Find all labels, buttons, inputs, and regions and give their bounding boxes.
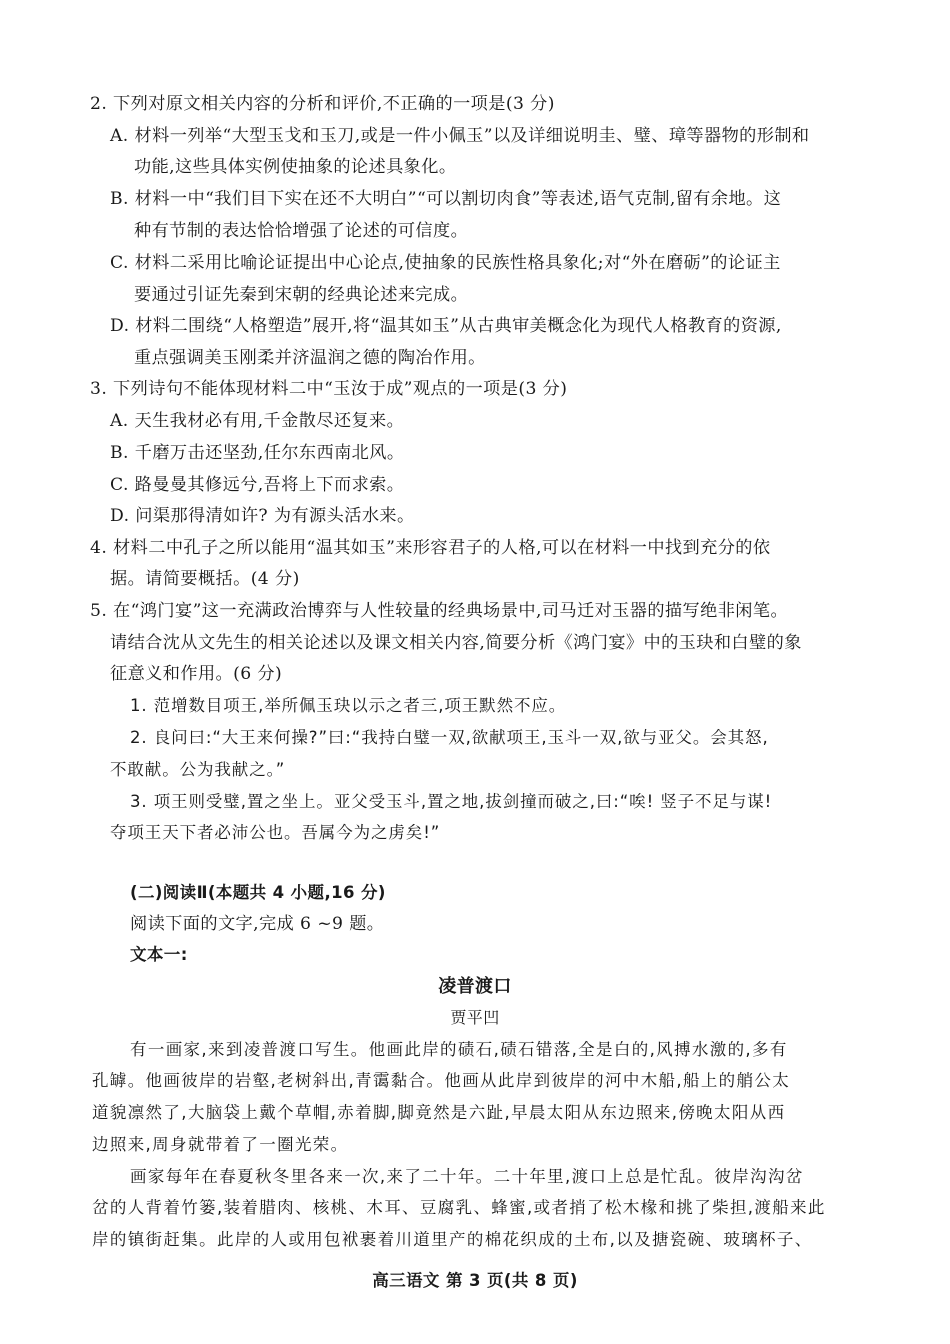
question-2-option-a: A. 材料一列举“大型玉戈和玉刀,或是一件小佩玉”以及详细说明圭、璧、璋等器物的形制和 bbox=[110, 126, 810, 146]
excerpt-3: 3. 项王则受璧,置之坐上。亚父受玉斗,置之地,拔剑撞而破之,曰:“唉! 竖子不足与谋! bbox=[130, 792, 773, 811]
excerpt-1: 1. 范增数目项王,举所佩玉玦以示之者三,项王默然不应。 bbox=[130, 696, 567, 715]
question-3-option-d: D. 问渠那得清如许? 为有源头活水来。 bbox=[110, 506, 415, 526]
text-one-label: 文本一: bbox=[130, 945, 188, 964]
paragraph-2-line-2: 岔的人背着竹篓,装着腊肉、核桃、木耳、豆腐乳、蜂蜜,或者捎了松木椽和挑了柴担,渡船来此 bbox=[92, 1198, 826, 1217]
question-5-line-3: 征意义和作用。(6 分) bbox=[110, 664, 283, 684]
section-heading: (二)阅读Ⅱ(本题共 4 小题,16 分) bbox=[130, 883, 386, 902]
question-5-line-2: 请结合沈从文先生的相关论述以及课文相关内容,简要分析《鸿门宴》中的玉玦和白璧的象 bbox=[110, 633, 802, 653]
excerpt-2-cont: 不敢献。公为我献之。” bbox=[110, 760, 286, 779]
paragraph-2-line-3: 岸的镇街赶集。此岸的人或用包袱裹着川道里产的棉花织成的土布,以及搪瓷碗、玻璃杯子、 bbox=[92, 1230, 813, 1249]
question-2-option-c: C. 材料二采用比喻论证提出中心论点,使抽象的民族性格具象化;对“外在磨砺”的论证主 bbox=[110, 253, 781, 273]
story-title: 凌普渡口 bbox=[438, 976, 512, 997]
page-footer: 高三语文 第 3 页(共 8 页) bbox=[372, 1271, 578, 1290]
question-5-line-1: 5. 在“鸿门宴”这一充满政治博弈与人性较量的经典场景中,司马迁对玉器的描写绝非闲笔。 bbox=[90, 601, 789, 621]
question-4-line-2: 据。请简要概括。(4 分) bbox=[110, 569, 300, 589]
question-2-option-d-cont: 重点强调美玉刚柔并济温润之德的陶冶作用。 bbox=[134, 348, 486, 368]
paragraph-1-line-3: 道貌凛然了,大脑袋上戴个草帽,赤着脚,脚竟然是六趾,早晨太阳从东边照来,傍晚太阳从西 bbox=[92, 1103, 786, 1122]
question-2-option-c-cont: 要通过引证先秦到宋朝的经典论述来完成。 bbox=[134, 285, 469, 305]
question-2-option-d: D. 材料二围绕“人格塑造”展开,将“温其如玉”从古典审美概念化为现代人格教育的资源, bbox=[110, 316, 782, 336]
excerpt-2: 2. 良问曰:“大王来何操?”曰:“我持白璧一双,欲献项王,玉斗一双,欲与亚父。会其怒, bbox=[130, 728, 769, 747]
section-instruction: 阅读下面的文字,完成 6 ~9 题。 bbox=[130, 914, 385, 934]
story-author: 贾平凹 bbox=[450, 1008, 500, 1027]
question-4-line-1: 4. 材料二中孔子之所以能用“温其如玉”来形容君子的人格,可以在材料一中找到充分的依 bbox=[90, 538, 771, 558]
paragraph-1-line-2: 孔罅。他画彼岸的岩壑,老树斜出,青霭黏合。他画从此岸到彼岸的河中木船,船上的艄公太 bbox=[92, 1071, 791, 1090]
question-3-option-a: A. 天生我材必有用,千金散尽还复来。 bbox=[110, 411, 405, 431]
question-3-option-b: B. 千磨万击还坚劲,任尔东西南北风。 bbox=[110, 443, 405, 463]
question-2-stem: 2. 下列对原文相关内容的分析和评价,不正确的一项是(3 分) bbox=[90, 94, 555, 114]
question-2-option-b-cont: 种有节制的表达恰恰增强了论述的可信度。 bbox=[134, 221, 469, 241]
question-2-option-a-cont: 功能,这些具体实例使抽象的论述具象化。 bbox=[134, 157, 457, 177]
question-2-option-b: B. 材料一中“我们目下实在还不大明白”“可以割切肉食”等表述,语气克制,留有余地。这 bbox=[110, 189, 782, 209]
excerpt-3-cont: 夺项王天下者必沛公也。吾属今为之虏矣!” bbox=[110, 823, 441, 842]
paragraph-2-line-1: 画家每年在春夏秋冬里各来一次,来了二十年。二十年里,渡口上总是忙乱。彼岸沟沟岔 bbox=[130, 1167, 804, 1186]
paragraph-1-line-1: 有一画家,来到凌普渡口写生。他画此岸的碛石,碛石错落,全是白的,风搏水激的,多有 bbox=[130, 1040, 788, 1059]
paragraph-1-line-4: 边照来,周身就带着了一圈光荣。 bbox=[92, 1135, 349, 1154]
question-3-stem: 3. 下列诗句不能体现材料二中“玉汝于成”观点的一项是(3 分) bbox=[90, 379, 568, 399]
question-3-option-c: C. 路曼曼其修远兮,吾将上下而求索。 bbox=[110, 475, 405, 495]
